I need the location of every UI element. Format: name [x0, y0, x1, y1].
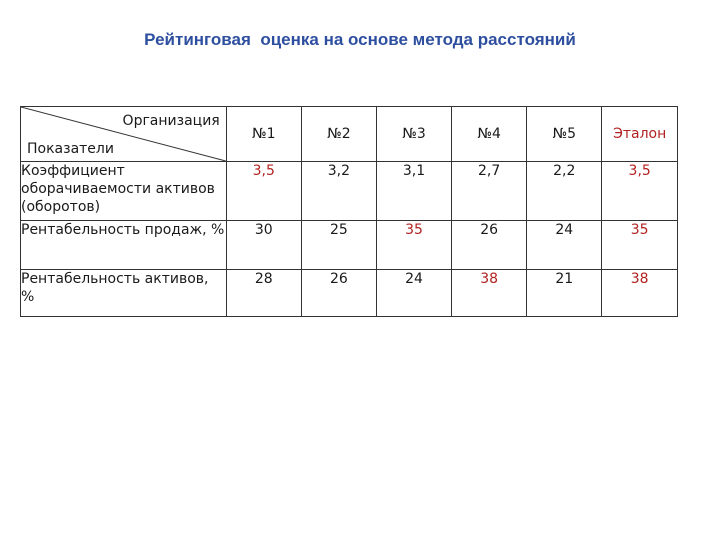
corner-label-organization: Организация [122, 113, 220, 129]
corner-label-indicators: Показатели [27, 141, 114, 157]
table-row [21, 221, 678, 270]
table-cell: 26 [452, 221, 527, 270]
table-cell: 38 [602, 270, 678, 317]
column-header-reference: Эталон [602, 107, 678, 162]
column-header: №4 [452, 107, 527, 162]
table-cell: 35 [602, 221, 678, 270]
table-cell: 24 [527, 221, 602, 270]
table-cell: 24 [376, 270, 451, 317]
table-cell: 38 [452, 270, 527, 317]
table-cell: 35 [376, 221, 451, 270]
table-cell: 21 [527, 270, 602, 317]
column-header: №1 [226, 107, 301, 162]
table-row [21, 270, 678, 317]
table-cell: 30 [226, 221, 301, 270]
table-cell: 2,7 [452, 162, 527, 221]
column-header: №2 [301, 107, 376, 162]
table-header-row [21, 107, 678, 162]
column-header: №5 [527, 107, 602, 162]
rating-table [20, 106, 678, 317]
table-row [21, 162, 678, 221]
slide-title: Рейтинговая оценка на основе метода расстояний [144, 30, 576, 49]
table-cell: 26 [301, 270, 376, 317]
row-label: Коэффициент оборачиваемости активов (оборотов) [21, 162, 227, 221]
table-cell: 28 [226, 270, 301, 317]
row-label: Рентабельность продаж, % [21, 221, 227, 270]
table-cell: 3,5 [226, 162, 301, 221]
corner-header-cell [21, 107, 227, 162]
table-cell: 3,5 [602, 162, 678, 221]
row-label: Рентабельность активов, % [21, 270, 227, 317]
table-cell: 3,2 [301, 162, 376, 221]
table-cell: 3,1 [376, 162, 451, 221]
table-cell: 2,2 [527, 162, 602, 221]
column-header: №3 [376, 107, 451, 162]
table-cell: 25 [301, 221, 376, 270]
